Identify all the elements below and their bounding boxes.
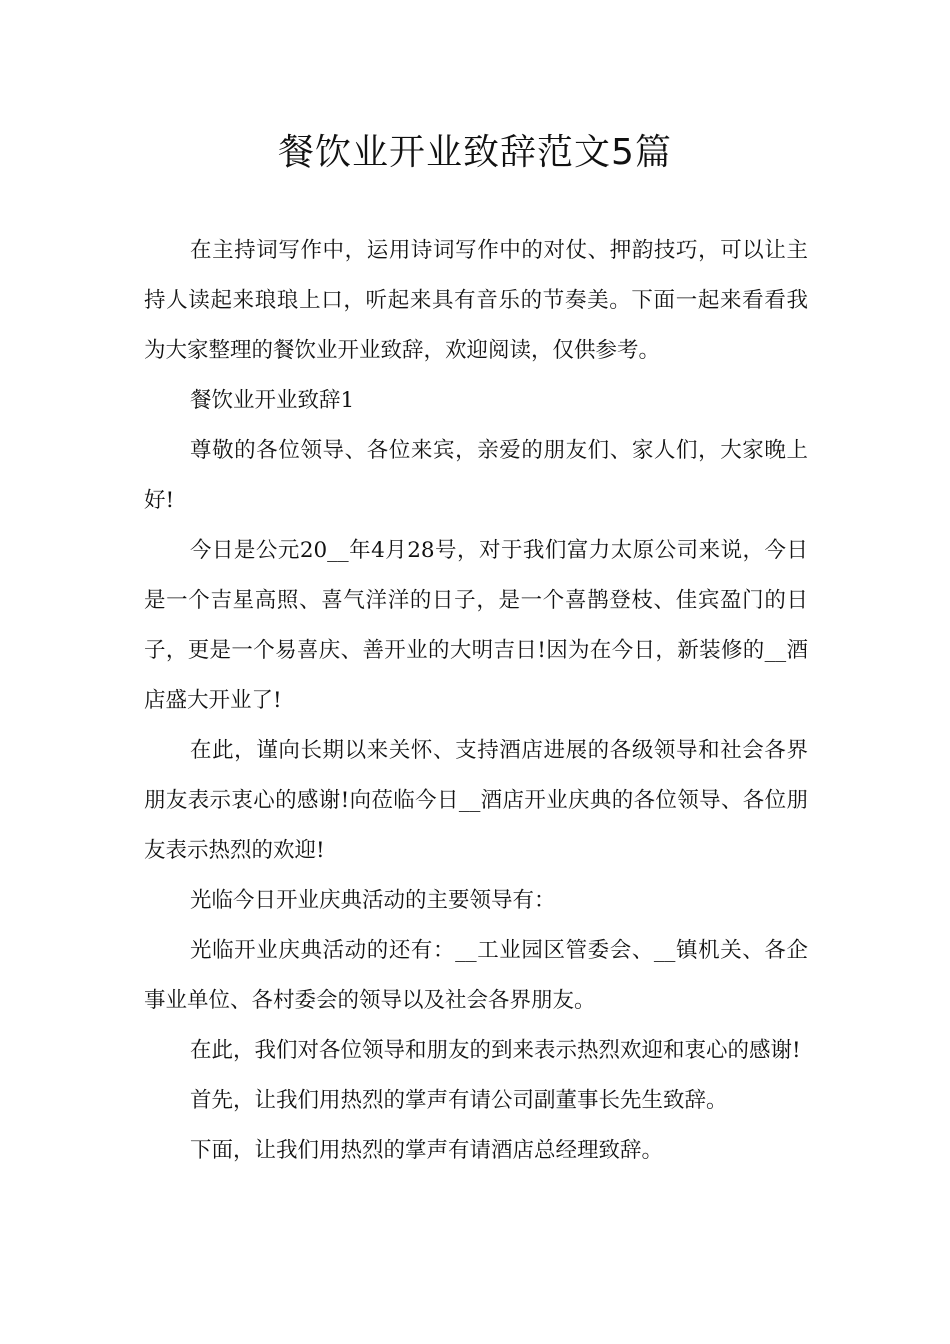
paragraph-opening-day: 今日是公元20__年4月28号，对于我们富力太原公司来说，今日是一个吉星高照、喜气洋洋的日子，是一个喜鹊登枝、佳宾盈门的日子，更是一个易喜庆、善开业的大明吉日!因为在今日，新装修的__酒店盛大开业了! xyxy=(144,538,808,713)
section-heading: 餐饮业开业致辞1 xyxy=(190,388,355,413)
document-body xyxy=(144,226,808,1176)
paragraph-leaders: 光临今日开业庆典活动的主要领导有： xyxy=(190,888,556,913)
paragraph-general-manager: 下面，让我们用热烈的掌声有请酒店总经理致辞。 xyxy=(190,1138,664,1163)
paragraph-attendees: 光临开业庆典活动的还有：__工业园区管委会、__镇机关、各企事业单位、各村委会的领导以及社会各界朋友。 xyxy=(144,938,808,1013)
paragraph-welcome: 在此，我们对各位领导和朋友的到来表示热烈欢迎和衷心的感谢! xyxy=(190,1038,801,1063)
paragraph-greeting: 尊敬的各位领导、各位来宾，亲爱的朋友们、家人们，大家晚上好! xyxy=(144,438,808,513)
paragraph-intro: 在主持词写作中，运用诗词写作中的对仗、押韵技巧，可以让主持人读起来琅琅上口，听起来具有音乐的节奏美。下面一起来看看我为大家整理的餐饮业开业致辞，欢迎阅读，仅供参考。 xyxy=(144,238,808,363)
document-title: 餐饮业开业致辞范文5篇 xyxy=(278,132,672,173)
paragraph-vice-chairman: 首先，让我们用热烈的掌声有请公司副董事长先生致辞。 xyxy=(190,1088,728,1113)
paragraph-thanks: 在此，谨向长期以来关怀、支持酒店进展的各级领导和社会各界朋友表示衷心的感谢!向莅临今日__酒店开业庆典的各位领导、各位朋友表示热烈的欢迎! xyxy=(144,738,808,863)
